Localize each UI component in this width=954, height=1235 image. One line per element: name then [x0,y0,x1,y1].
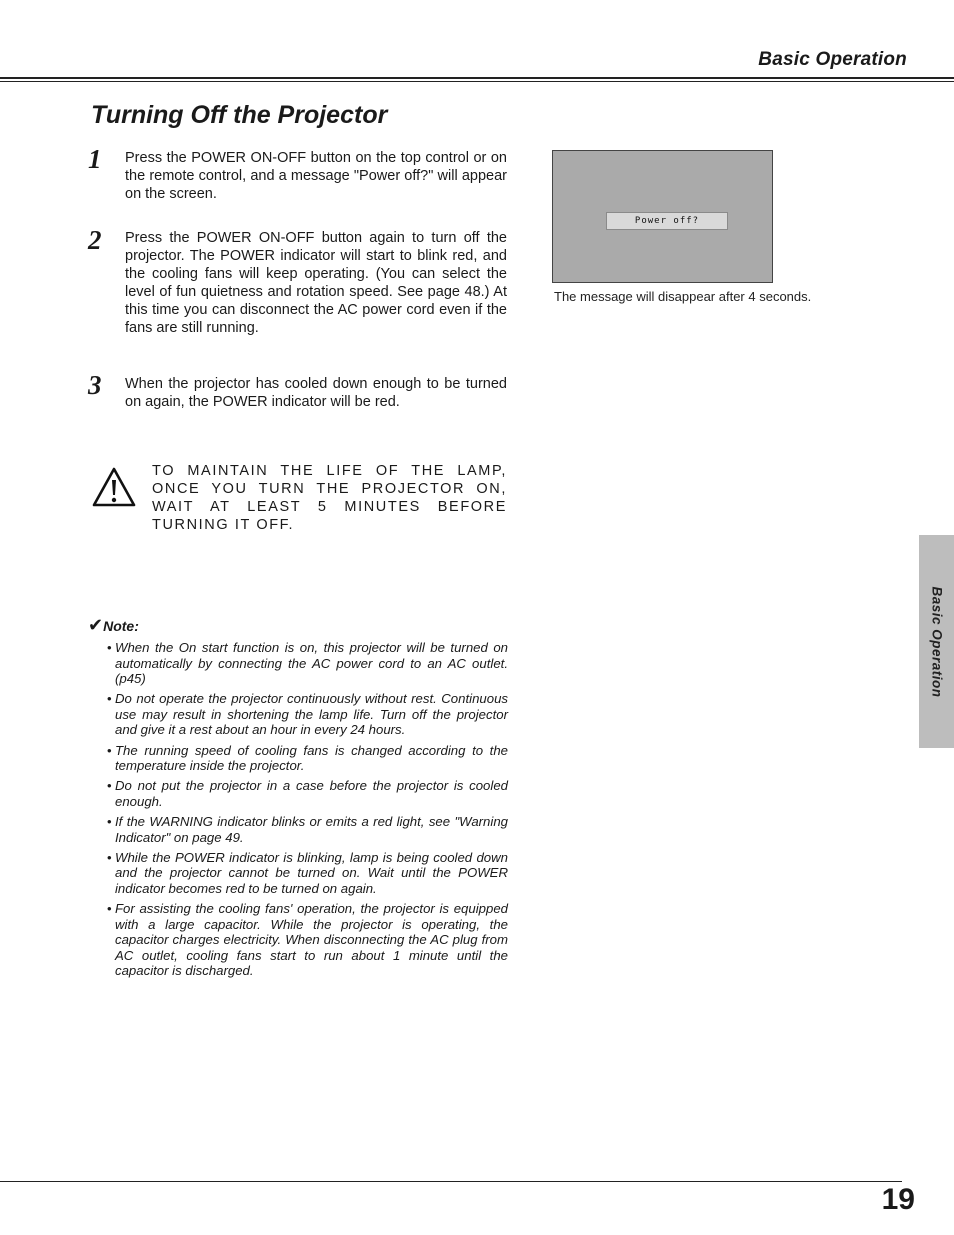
checkmark-icon: ✔ [88,615,104,635]
footer-rule [0,1181,902,1182]
section-header: Basic Operation [758,49,907,70]
side-tab-label: Basic Operation [929,585,944,698]
page-number: 19 [881,1183,915,1216]
step-1-text: Press the POWER ON-OFF button on the top control or on the remote control, and a message "Power off?" will appear on the screen. [125,150,507,202]
note-item: • Do not operate the projector continuously without rest. Continuous use may result in shortening the lamp life. Turn off the projector and give it a rest about an hour in every 24 hours. [107,691,508,738]
note-item: • The running speed of cooling fans is changed according to the temperature inside the projector. [107,743,508,774]
step-3-text: When the projector has cooled down enough to be turned on again, the POWER indicator will be red. [125,376,507,410]
step-3-number: 3 [88,370,102,400]
step-1-number: 1 [88,144,102,174]
note-item: • If the WARNING indicator blinks or emits a red light, see "Warning Indicator" on page 49. [107,814,508,845]
note-item: • While the POWER indicator is blinking, lamp is being cooled down and the projector cannot be turned on. Wait until the POWER indicator becomes red to be turned on again. [107,850,508,897]
side-tab [919,535,954,748]
warning-triangle-icon [91,466,137,508]
header-rule-thin [0,81,954,82]
note-heading [88,615,139,636]
note-item: • When the On start function is on, this projector will be turned on automatically by connecting the AC power cord to an AC outlet. (p45) [107,640,508,687]
warning-text: TO MAINTAIN THE LIFE OF THE LAMP, ONCE YOU TURN THE PROJECTOR ON, WAIT AT LEAST 5 MINUTES BEFORE TURNING IT OFF. [152,463,507,533]
power-off-message: Power off? [606,212,728,230]
screen-illustration [552,150,773,283]
step-2-number: 2 [88,225,102,255]
note-item: • Do not put the projector in a case before the projector is cooled enough. [107,778,508,809]
note-list [107,640,508,983]
step-2-text: Press the POWER ON-OFF button again to turn off the projector. The POWER indicator will start to blink red, and the cooling fans will keep operating. (You can select the level of fun quietness and rotation speed. See page 48.) At this time you can disconnect the AC power cord even if the fans are still running. [125,230,507,336]
note-item: • For assisting the cooling fans' operation, the projector is equipped with a large capacitor. While the projector is operating, the capacitor charges electricity. When disconnecting the AC plug from AC outlet, cooling fans start to run about 1 minute until the capacitor is discharged. [107,901,508,979]
header-rule [0,77,954,79]
page-title: Turning Off the Projector [91,101,388,129]
note-heading-label: Note: [103,618,139,634]
screen-caption: The message will disappear after 4 seconds. [554,289,812,304]
